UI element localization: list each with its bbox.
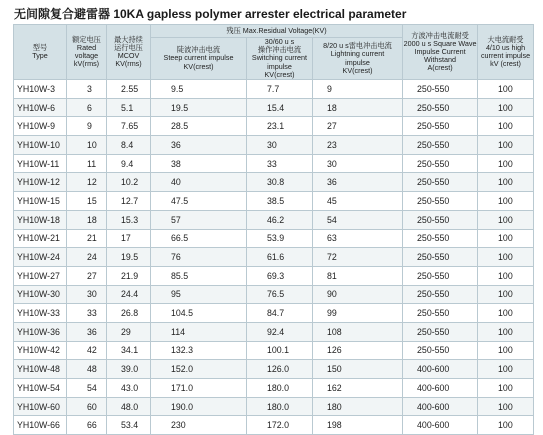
cell-square-wave: 250-550 [403, 285, 478, 304]
cell-steep: 171.0 [151, 379, 247, 398]
cell-lightning: 72 [313, 248, 403, 267]
cell-square-wave: 250-550 [403, 80, 478, 99]
cell-steep: 95 [151, 285, 247, 304]
cell-mcov: 7.65 [107, 117, 151, 136]
cell-high-current: 100 [478, 229, 534, 248]
cell-type: YH10W-24 [14, 248, 67, 267]
cell-square-wave: 250-550 [403, 210, 478, 229]
cell-lightning: 45 [313, 192, 403, 211]
cell-type: YH10W-33 [14, 304, 67, 323]
cell-lightning: 150 [313, 360, 403, 379]
table-row [14, 397, 534, 416]
cell-type: YH10W-42 [14, 341, 67, 360]
header-high-current: 大电流耐受 4/10 us high current impulse kV (crest) [478, 25, 534, 80]
cell-switching: 7.7 [247, 80, 313, 99]
cell-type: YH10W-21 [14, 229, 67, 248]
cell-steep: 132.3 [151, 341, 247, 360]
cell-mcov: 26.8 [107, 304, 151, 323]
cell-type: YH10W-12 [14, 173, 67, 192]
cell-type: YH10W-11 [14, 154, 67, 173]
cell-high-current: 100 [478, 210, 534, 229]
cell-mcov: 29 [107, 322, 151, 341]
cell-square-wave: 250-550 [403, 98, 478, 117]
cell-square-wave: 250-550 [403, 192, 478, 211]
cell-high-current: 100 [478, 322, 534, 341]
cell-high-current: 100 [478, 173, 534, 192]
header-mcov: 最大持续 运行电压 MCOV KV(rms) [107, 25, 151, 80]
cell-lightning: 30 [313, 154, 403, 173]
header-lightning: 8/20 u s雷电冲击电流 Lightning current impulse KV(crest) [313, 38, 403, 80]
cell-square-wave: 400-600 [403, 416, 478, 435]
cell-type: YH10W-66 [14, 416, 67, 435]
cell-lightning: 180 [313, 397, 403, 416]
cell-rated-voltage: 12 [67, 173, 107, 192]
table-row [14, 266, 534, 285]
cell-lightning: 90 [313, 285, 403, 304]
cell-steep: 190.0 [151, 397, 247, 416]
cell-steep: 104.5 [151, 304, 247, 323]
cell-steep: 28.5 [151, 117, 247, 136]
cell-rated-voltage: 60 [67, 397, 107, 416]
cell-type: YH10W-27 [14, 266, 67, 285]
cell-lightning: 63 [313, 229, 403, 248]
cell-switching: 92.4 [247, 322, 313, 341]
table-row [14, 136, 534, 155]
cell-switching: 61.6 [247, 248, 313, 267]
cell-lightning: 23 [313, 136, 403, 155]
cell-mcov: 5.1 [107, 98, 151, 117]
cell-type: YH10W-48 [14, 360, 67, 379]
cell-square-wave: 400-600 [403, 360, 478, 379]
cell-rated-voltage: 24 [67, 248, 107, 267]
table-row [14, 173, 534, 192]
cell-type: YH10W-6 [14, 98, 67, 117]
table-row [14, 285, 534, 304]
cell-high-current: 100 [478, 80, 534, 99]
table-row [14, 98, 534, 117]
cell-rated-voltage: 6 [67, 98, 107, 117]
cell-square-wave: 250-550 [403, 173, 478, 192]
header-steep: 陡波冲击电流 Steep current impulse KV(crest) [151, 38, 247, 80]
cell-switching: 33 [247, 154, 313, 173]
cell-mcov: 48.0 [107, 397, 151, 416]
cell-steep: 85.5 [151, 266, 247, 285]
cell-switching: 30.8 [247, 173, 313, 192]
cell-square-wave: 250-550 [403, 341, 478, 360]
cell-switching: 84.7 [247, 304, 313, 323]
cell-rated-voltage: 66 [67, 416, 107, 435]
header-type: 型号 Type [14, 25, 67, 80]
cell-square-wave: 250-550 [403, 117, 478, 136]
cell-high-current: 100 [478, 266, 534, 285]
cell-rated-voltage: 18 [67, 210, 107, 229]
cell-mcov: 39.0 [107, 360, 151, 379]
cell-rated-voltage: 30 [67, 285, 107, 304]
cell-lightning: 54 [313, 210, 403, 229]
cell-switching: 100.1 [247, 341, 313, 360]
table-row [14, 360, 534, 379]
cell-mcov: 34.1 [107, 341, 151, 360]
cell-square-wave: 250-550 [403, 248, 478, 267]
cell-lightning: 108 [313, 322, 403, 341]
cell-steep: 230 [151, 416, 247, 435]
cell-high-current: 100 [478, 154, 534, 173]
table-row [14, 80, 534, 99]
cell-type: YH10W-60 [14, 397, 67, 416]
cell-steep: 57 [151, 210, 247, 229]
parameter-table [13, 24, 534, 435]
cell-type: YH10W-15 [14, 192, 67, 211]
cell-type: YH10W-30 [14, 285, 67, 304]
cell-lightning: 9 [313, 80, 403, 99]
header-rated-voltage: 额定电压 Rated voltage kV(rms) [67, 25, 107, 80]
cell-lightning: 99 [313, 304, 403, 323]
cell-switching: 53.9 [247, 229, 313, 248]
cell-type: YH10W-18 [14, 210, 67, 229]
cell-high-current: 100 [478, 136, 534, 155]
cell-type: YH10W-3 [14, 80, 67, 99]
cell-high-current: 100 [478, 379, 534, 398]
cell-switching: 15.4 [247, 98, 313, 117]
cell-square-wave: 250-550 [403, 229, 478, 248]
cell-mcov: 12.7 [107, 192, 151, 211]
cell-rated-voltage: 42 [67, 341, 107, 360]
cell-mcov: 2.55 [107, 80, 151, 99]
table-row [14, 379, 534, 398]
cell-mcov: 19.5 [107, 248, 151, 267]
cell-rated-voltage: 21 [67, 229, 107, 248]
cell-rated-voltage: 9 [67, 117, 107, 136]
cell-lightning: 162 [313, 379, 403, 398]
cell-rated-voltage: 3 [67, 80, 107, 99]
cell-high-current: 100 [478, 248, 534, 267]
cell-high-current: 100 [478, 304, 534, 323]
cell-mcov: 24.4 [107, 285, 151, 304]
cell-steep: 76 [151, 248, 247, 267]
table-body [14, 80, 534, 435]
cell-square-wave: 400-600 [403, 397, 478, 416]
cell-square-wave: 250-550 [403, 304, 478, 323]
cell-mcov: 9.4 [107, 154, 151, 173]
table-row [14, 416, 534, 435]
cell-steep: 36 [151, 136, 247, 155]
cell-type: YH10W-9 [14, 117, 67, 136]
cell-mcov: 53.4 [107, 416, 151, 435]
cell-high-current: 100 [478, 285, 534, 304]
table-row [14, 154, 534, 173]
cell-square-wave: 250-550 [403, 136, 478, 155]
header-residual-voltage: 残压 Max.Residual Voltage(KV) [151, 25, 403, 38]
cell-lightning: 27 [313, 117, 403, 136]
table-row [14, 229, 534, 248]
cell-lightning: 126 [313, 341, 403, 360]
cell-square-wave: 400-600 [403, 379, 478, 398]
cell-high-current: 100 [478, 117, 534, 136]
cell-square-wave: 250-550 [403, 322, 478, 341]
table-row [14, 322, 534, 341]
cell-switching: 69.3 [247, 266, 313, 285]
cell-high-current: 100 [478, 416, 534, 435]
cell-steep: 38 [151, 154, 247, 173]
cell-steep: 19.5 [151, 98, 247, 117]
cell-high-current: 100 [478, 341, 534, 360]
header-switching: 30/60 u s 操作冲击电流 Switching current impulse KV(crest) [247, 38, 313, 80]
cell-mcov: 43.0 [107, 379, 151, 398]
cell-square-wave: 250-550 [403, 266, 478, 285]
cell-rated-voltage: 11 [67, 154, 107, 173]
table-row [14, 117, 534, 136]
cell-mcov: 21.9 [107, 266, 151, 285]
cell-type: YH10W-36 [14, 322, 67, 341]
cell-rated-voltage: 15 [67, 192, 107, 211]
cell-mcov: 10.2 [107, 173, 151, 192]
cell-lightning: 198 [313, 416, 403, 435]
cell-switching: 46.2 [247, 210, 313, 229]
cell-high-current: 100 [478, 397, 534, 416]
cell-rated-voltage: 33 [67, 304, 107, 323]
table-row [14, 248, 534, 267]
cell-rated-voltage: 10 [67, 136, 107, 155]
table-row [14, 210, 534, 229]
cell-steep: 47.5 [151, 192, 247, 211]
cell-steep: 152.0 [151, 360, 247, 379]
cell-switching: 38.5 [247, 192, 313, 211]
page-title: 无间隙复合避雷器 10KA gapless polymer arrester electrical parameter [14, 7, 407, 21]
cell-switching: 126.0 [247, 360, 313, 379]
header-square-wave: 方波冲击电流耐受 2000 u s Square Wave Impulse Current Withstand A(crest) [403, 25, 478, 80]
cell-rated-voltage: 54 [67, 379, 107, 398]
cell-steep: 40 [151, 173, 247, 192]
cell-rated-voltage: 36 [67, 322, 107, 341]
table-row [14, 341, 534, 360]
cell-high-current: 100 [478, 98, 534, 117]
cell-switching: 172.0 [247, 416, 313, 435]
cell-lightning: 81 [313, 266, 403, 285]
cell-switching: 23.1 [247, 117, 313, 136]
cell-steep: 9.5 [151, 80, 247, 99]
cell-mcov: 15.3 [107, 210, 151, 229]
cell-switching: 30 [247, 136, 313, 155]
cell-switching: 76.5 [247, 285, 313, 304]
cell-square-wave: 250-550 [403, 154, 478, 173]
cell-type: YH10W-54 [14, 379, 67, 398]
cell-type: YH10W-10 [14, 136, 67, 155]
cell-mcov: 17 [107, 229, 151, 248]
cell-high-current: 100 [478, 192, 534, 211]
table-row [14, 192, 534, 211]
cell-steep: 66.5 [151, 229, 247, 248]
cell-lightning: 36 [313, 173, 403, 192]
cell-switching: 180.0 [247, 379, 313, 398]
table-row [14, 304, 534, 323]
cell-high-current: 100 [478, 360, 534, 379]
cell-mcov: 8.4 [107, 136, 151, 155]
cell-switching: 180.0 [247, 397, 313, 416]
cell-rated-voltage: 27 [67, 266, 107, 285]
cell-rated-voltage: 48 [67, 360, 107, 379]
cell-steep: 114 [151, 322, 247, 341]
cell-lightning: 18 [313, 98, 403, 117]
